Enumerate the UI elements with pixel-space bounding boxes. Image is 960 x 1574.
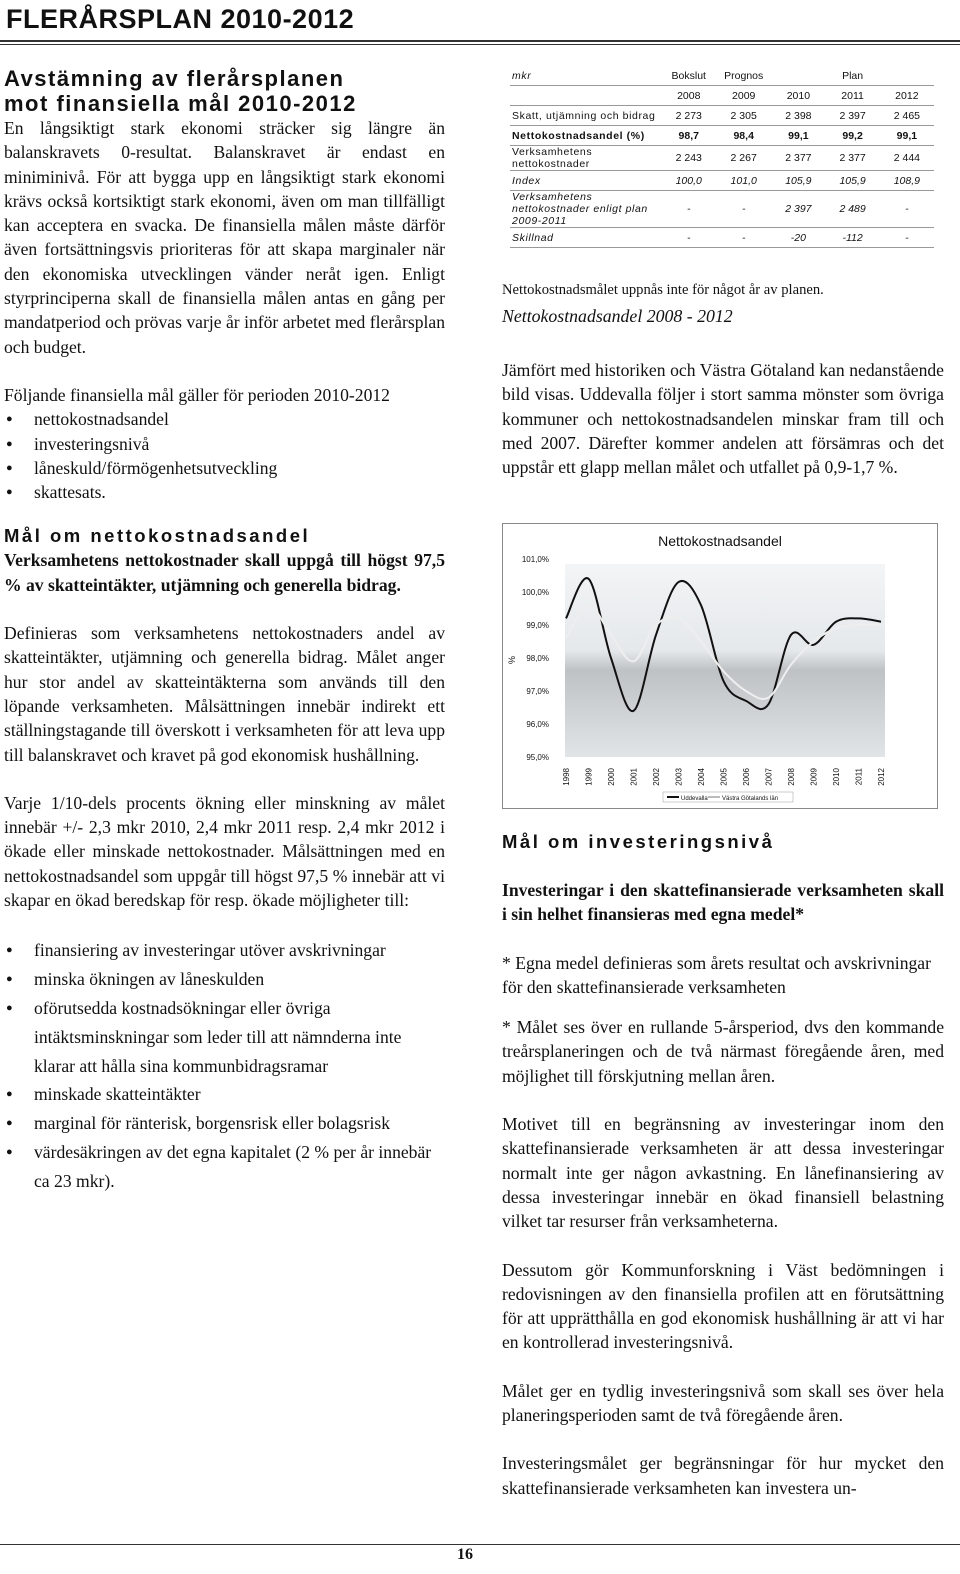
chart-x-tick-label: 2001 [629, 768, 639, 786]
chart-x-tick-label: 1999 [584, 768, 594, 786]
table-header-cell [510, 86, 661, 106]
list-item: ● investeringsnivå [4, 432, 445, 456]
comparison-paragraph-wrap [502, 358, 944, 479]
table-cell: 2 465 [880, 106, 934, 126]
chart-y-tick-label: 101,0% [521, 555, 549, 564]
table-cell: 2 273 [661, 106, 716, 126]
table-row [510, 146, 934, 171]
chart-legend-label: Uddevalla [681, 796, 708, 802]
table-header-cell: mkr [510, 66, 661, 86]
page-number: 16 [457, 1546, 473, 1563]
list-item: ● minskade skatteintäkter [4, 1080, 445, 1109]
financial-table [510, 66, 934, 248]
chart-x-tick-label: 2010 [832, 768, 841, 786]
chart-y-tick-label: 100,0% [521, 588, 549, 597]
chart-x-tick-label: 2002 [652, 768, 661, 786]
chart-svg [503, 524, 937, 808]
goals-list [4, 407, 445, 504]
table-row-label: Verksamhetens nettokostnader [510, 146, 661, 171]
table-header-cell [880, 66, 934, 86]
table-cell: 98,4 [716, 126, 771, 146]
table-header-cell: 2008 [661, 86, 716, 106]
footnote-own-funds: * Egna medel definieras som årets resultat och avskrivningar för den skattefinansierade verksamheten [502, 952, 931, 997]
page-header-title: FLERÅRSPLAN 2010-2012 [6, 4, 355, 34]
table-header-cell [771, 66, 825, 86]
table-row [510, 126, 934, 146]
list-item: ● minska ökningen av låneskulden [4, 965, 445, 994]
chart-x-tick-label: 2004 [697, 768, 706, 786]
table-cell: - [716, 191, 771, 228]
investment-goal: Investeringar i den skattefinansierade verksamheten skall i sin helhet finansieras med egna medel* [502, 880, 944, 925]
chart-y-tick-label: 96,0% [526, 720, 549, 729]
heading-line-1: Avstämning av flerårsplanen [4, 66, 345, 91]
table-header-cell: Bokslut [661, 66, 716, 86]
net-cost-chart [502, 523, 938, 809]
chart-x-tick-label: 1998 [562, 768, 571, 786]
table-cell: 2 243 [661, 146, 716, 171]
list-item: ● oförutsedda kostnadsökningar eller övriga intäktsminskningar som leder till att nämnderna inte klarar att hålla sina kommunbidragsramar [4, 994, 445, 1080]
table-header-cell: 2012 [880, 86, 934, 106]
list-item: ● värdesäkringen av det egna kapitalet (2 % per år innebär ca 23 mkr). [4, 1138, 445, 1196]
table-header-cell: Plan [825, 66, 879, 86]
table-cell: 108,9 [880, 171, 934, 191]
header-rule-thin [0, 44, 960, 45]
chart-title: Nettokostnadsandel [658, 533, 782, 549]
list-item: ● marginal för ränterisk, borgensrisk eller bolagsrisk [4, 1109, 445, 1138]
table-cell: 100,0 [661, 171, 716, 191]
chart-x-tick-label: 2003 [674, 768, 684, 786]
chart-x-tick-label: 2006 [742, 768, 751, 786]
table-row [510, 228, 934, 248]
section-heading-net-cost: Mål om nettokostnadsandel [4, 525, 311, 547]
section-heading-investment: Mål om investeringsnivå [502, 831, 775, 852]
table-header-cell: 2009 [716, 86, 771, 106]
table-cell: -112 [825, 228, 879, 248]
table-row-label: Skatt, utjämning och bidrag [510, 106, 661, 126]
table-cell: - [880, 191, 934, 228]
benefits-list [4, 936, 445, 1195]
comparison-paragraph: Jämfört med historiken och Västra Götaland kan nedanstående bild visas. Uddevalla följer i stort samma mönster som övriga kommuner och nettokostnadsandelen minskar fram till och med 2007. Därefter kommer andelen att försämras och det uppstår ett glapp mellan målet och utfallet på 0,9-1,7 %. [502, 360, 944, 478]
chart-x-tick-label: 2008 [787, 768, 796, 786]
chart-x-tick-label: 2009 [809, 768, 819, 786]
table-cell: 2 305 [716, 106, 771, 126]
table-cell: 101,0 [716, 171, 771, 191]
tenth-percent-paragraph: Varje 1/10-dels procents ökning eller minskning av målet innebär +/- 2,3 mkr 2010, 2,4 mkr 2011 resp. 2,4 mkr 2012 i ökade eller minskade nettokostnader. Målsättningen med en nettokostnadsandel som uppgår till högst 97,5 % innebär att vi skapar en ökad beredskap för resp. ökade möjligheter till: [4, 792, 445, 911]
net-cost-goal: Verksamhetens nettokostnader skall uppgå till högst 97,5 % av skatteintäkter, utjämning och generella bidrag. [4, 550, 445, 595]
table-cell: 2 377 [825, 146, 879, 171]
chart-y-tick-label: 98,0% [526, 654, 549, 663]
table-header-cell: 2010 [771, 86, 825, 106]
footer-rule [0, 1544, 960, 1545]
table-cell: 2 398 [771, 106, 825, 126]
table-cell: - [880, 228, 934, 248]
list-item: ● nettokostnadsandel [4, 407, 445, 431]
table-header-row [510, 66, 934, 86]
table-row-label: Skillnad [510, 228, 661, 248]
table-row-label: Nettokostnadsandel (%) [510, 126, 661, 146]
footnote-rolling-period: * Målet ses över en rullande 5-årsperiod, dvs den kommande treårsplaneringen och de två närmast föregående åren, med möjlighet till förskjutning mellan åren. [502, 1017, 944, 1086]
investment-limit-paragraph: Investeringsmålet ger begränsningar för hur mycket den skattefinansierade verksamheten kan investera un- [502, 1453, 944, 1498]
table-note: Nettokostnadsmålet uppnås inte för något år av planen. [502, 282, 824, 298]
planning-period-paragraph: Målet ger en tydlig investeringsnivå som skall ses över hela planeringsperioden samt de två föregående åren. [502, 1380, 944, 1426]
chart-y-tick-label: 99,0% [526, 621, 549, 630]
left-column [4, 66, 445, 1195]
definition-paragraph: Definieras som verksamhetens nettokostnaders andel av skatteintäkter, utjämning och generella bidrag. Målet anger hur stor andel av skatteintäkterna som används till den löpande verksamheten. Målsättningen innebär indirekt ett ställningstagande till överskott i verksamheten för att leva upp till balanskravet och kravet på god ekonomisk hushållning. [4, 623, 445, 765]
chart-x-tick-label: 2012 [877, 768, 886, 786]
intro-paragraph: En långsiktigt stark ekonomi sträcker sig längre än balanskravets 0-resultat. Balanskravet är endast en miniminivå. För att bygga upp en långsiktigt stark ekonomi krävs också kortsiktigt stark ekonomi, även om man tillfälligt kan acceptera en svacka. De finansiella målen måste därför även fortsättningsvis prioriteras för att skapa marginaler när den ekonomiska utvecklingen vänder neråt igen. Enligt styrprinciperna skall de finansiella målen antas en gång per mandatperiod och prövas varje år inför arbetet med flerårsplan och budget. [4, 118, 445, 357]
chart-legend-label: Västra Götalands län [722, 796, 779, 802]
kommunforskning-paragraph: Dessutom gör Kommunforskning i Väst bedömningen i redovisningen av den finansiella profilen att en förutsättning för att upprätthålla en god ekonomisk hushållning är att vi har en kontrollerad investeringsnivå. [502, 1259, 944, 1353]
table-cell: -20 [771, 228, 825, 248]
heading-line-2: mot finansiella mål 2010-2012 [4, 91, 357, 116]
table-year-row [510, 86, 934, 106]
table-cell: 99,2 [825, 126, 879, 146]
table-cell: 99,1 [771, 126, 825, 146]
chart-x-tick-label: 2000 [607, 768, 616, 786]
table-cell: 105,9 [771, 171, 825, 191]
table-header-cell: Prognos [716, 66, 771, 86]
chart-y-tick-label: 95,0% [526, 753, 549, 762]
table-cell: 2 444 [880, 146, 934, 171]
table-cell: - [661, 191, 716, 228]
table-cell: 2 267 [716, 146, 771, 171]
chart-background [565, 564, 885, 757]
chart-y-label: % [507, 655, 517, 665]
table-row [510, 106, 934, 126]
table-cell: - [716, 228, 771, 248]
table-cell: 2 377 [771, 146, 825, 171]
table-row [510, 191, 934, 228]
right-lower-column [502, 830, 944, 1500]
table-cell: 98,7 [661, 126, 716, 146]
list-item: ● finansiering av investeringar utöver avskrivningar [4, 936, 445, 965]
table-row-label: Verksamhetens nettokostnader enligt plan 2009-2011 [510, 191, 661, 228]
table-cell: 99,1 [880, 126, 934, 146]
table-row [510, 171, 934, 191]
motive-paragraph: Motivet till en begränsning av investeringar inom den skattefinansierade verksamheten är att dessa investeringar normalt inte ger någon avkastning. En lånefinansiering av dessa investeringar innebär en ökad finansiell belastning vilket tar resurser från verksamheterna. [502, 1114, 944, 1232]
table-cell: 2 489 [825, 191, 879, 228]
goals-intro: Följande finansiella mål gäller för perioden 2010-2012 [4, 384, 390, 405]
list-item: ● låneskuld/förmögenhetsutveckling [4, 456, 445, 480]
chart-caption: Nettokostnadsandel 2008 - 2012 [502, 306, 733, 326]
chart-x-tick-label: 2011 [854, 768, 864, 786]
chart-x-tick-label: 2005 [719, 768, 729, 786]
section-heading-reconciliation [4, 66, 445, 116]
table-row-label: Index [510, 171, 661, 191]
table-cell: - [661, 228, 716, 248]
list-item: ● skattesats. [4, 480, 445, 504]
table-cell: 2 397 [771, 191, 825, 228]
chart-y-tick-label: 97,0% [526, 687, 549, 696]
chart-x-tick-label: 2007 [764, 768, 774, 786]
table-cell: 2 397 [825, 106, 879, 126]
table-cell: 105,9 [825, 171, 879, 191]
table-header-cell: 2011 [825, 86, 879, 106]
header-rule [0, 40, 960, 42]
